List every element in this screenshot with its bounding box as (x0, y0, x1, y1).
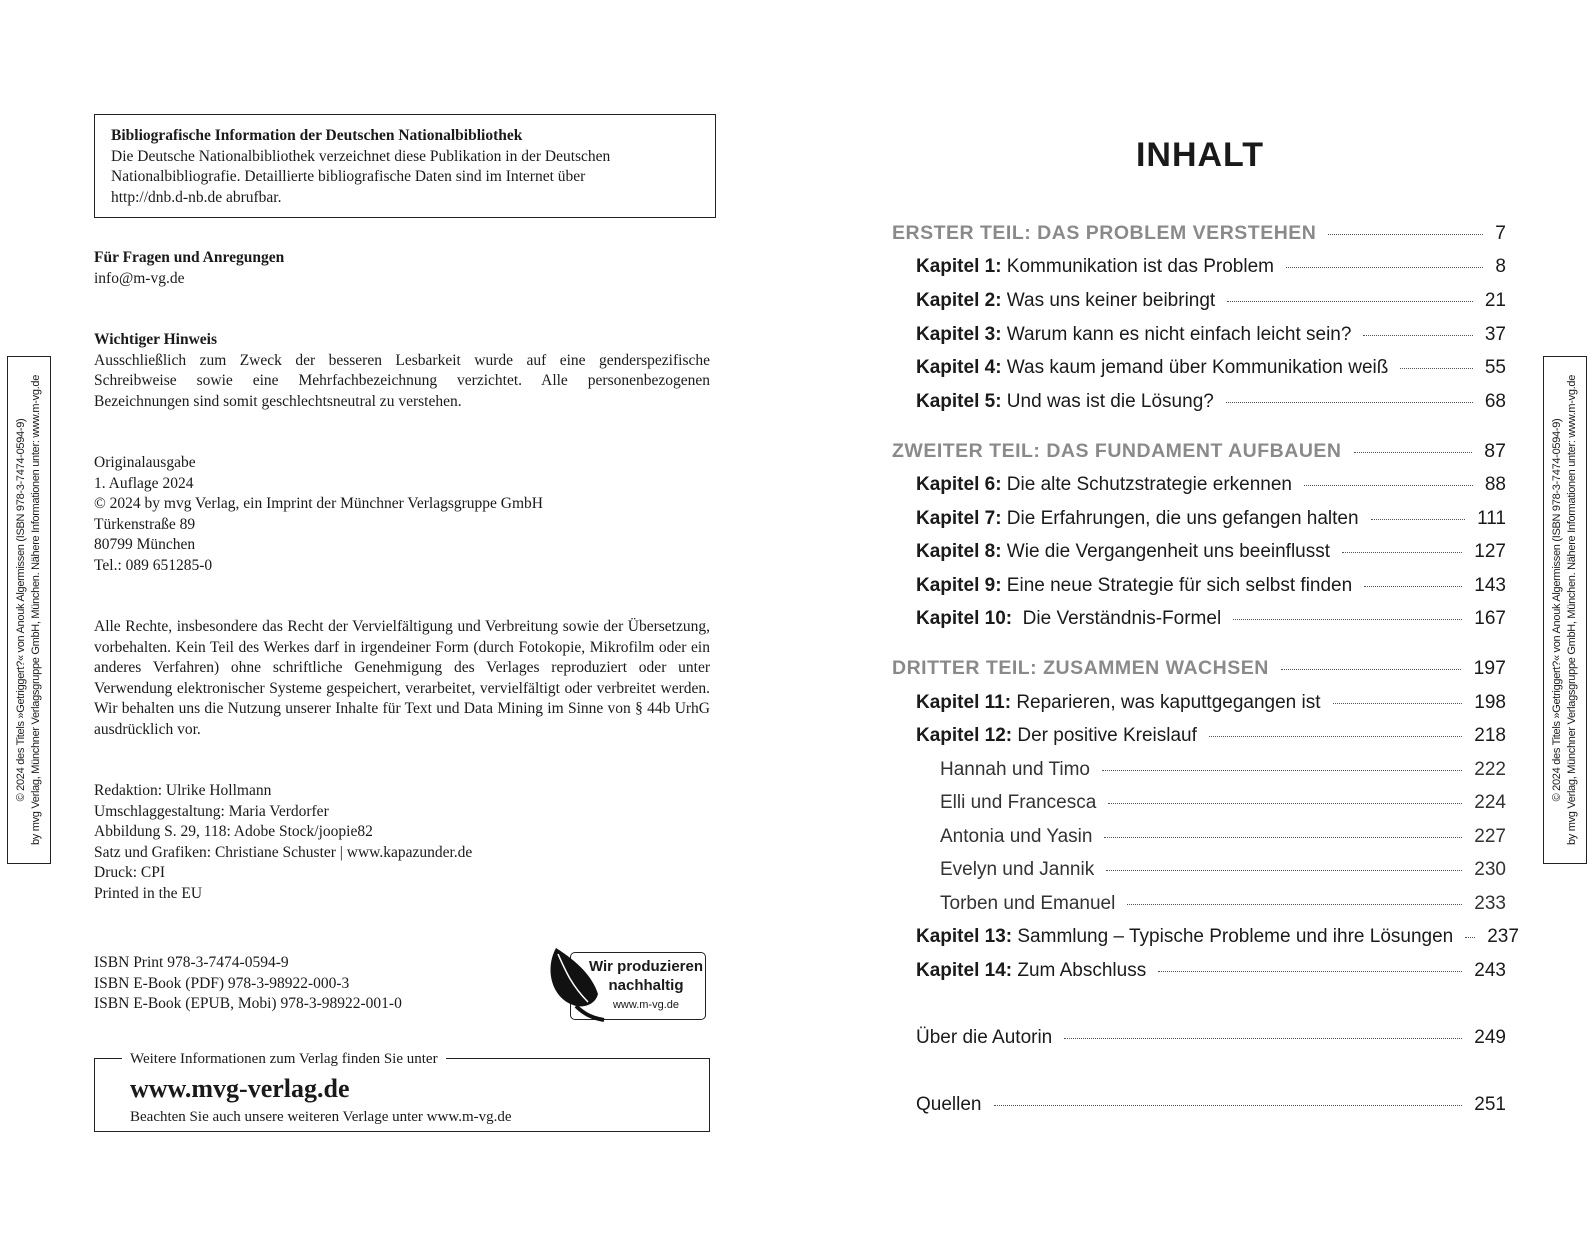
page-number: 8 (1495, 256, 1506, 277)
page-number: 222 (1474, 759, 1506, 780)
edition-line: Originalausgabe (94, 454, 196, 471)
toc-title: INHALT (1135, 136, 1265, 174)
toc-chapter (916, 959, 1506, 983)
subentry-title: Elli und Francesca (940, 792, 1097, 813)
leader-dots (1104, 837, 1462, 838)
toc-chapter (916, 289, 1506, 313)
toc-subentry (940, 825, 1506, 849)
toc-chapter (916, 255, 1506, 279)
toc-chapter (916, 540, 1506, 564)
chapter-number: Kapitel 2: (916, 290, 1002, 311)
chapter-title: Eine neue Strategie für sich selbst finden (1001, 575, 1353, 596)
chapter-number: Kapitel 8: (916, 541, 1002, 562)
notice-text: Ausschließlich zum Zweck der besseren Lesbarkeit wurde auf eine genderspezifische Schreibweise sowie eine Mehrfachbezeichnung verzichtet. Alle personenbezogenen Bezeichnungen sind somit geschlechtsneutral zu verstehen. (94, 351, 710, 410)
page-number: 230 (1474, 859, 1506, 880)
subentry-title: Antonia und Yasin (940, 826, 1093, 847)
page-number: 143 (1474, 575, 1506, 596)
subentry-title: Evelyn und Jannik (940, 859, 1095, 880)
toc-part (892, 221, 1506, 245)
leader-dots (1371, 519, 1466, 520)
edition-line: Tel.: 089 651285-0 (94, 556, 213, 574)
side-copyright-strip-right (1543, 356, 1587, 864)
page-number: 55 (1484, 357, 1506, 378)
credit-line: Redaktion: Ulrike Hollmann (94, 782, 272, 799)
chapter-number: Kapitel 10: (916, 608, 1013, 629)
chapter-number: Kapitel 9: (916, 575, 1002, 596)
subentry-title: Torben und Emanuel (940, 893, 1116, 914)
page-number: 197 (1473, 657, 1506, 679)
leader-dots (1064, 1038, 1462, 1039)
leader-dots (1108, 803, 1462, 804)
toc-chapter (916, 607, 1506, 631)
part-label: ZWEITER TEIL: DAS FUNDAMENT AUFBAUEN (892, 440, 1342, 462)
page-number: 233 (1474, 893, 1506, 914)
page-number: 198 (1474, 692, 1506, 713)
toc-chapter (916, 724, 1506, 748)
chapter-number: Kapitel 7: (916, 508, 1002, 529)
page-number: 87 (1484, 440, 1506, 462)
biblio-line: Die Deutsche Nationalbibliothek verzeichnet diese Publikation in der Deutschen (111, 147, 611, 165)
isbn-line: ISBN E-Book (EPUB, Mobi) 978-3-98922-001-0 (94, 995, 402, 1012)
badge-url: www.m-vg.de (612, 999, 680, 1011)
page-number: 127 (1474, 541, 1506, 562)
page-number: 224 (1474, 792, 1506, 813)
toc-chapter (916, 574, 1506, 598)
leader-dots (1328, 234, 1483, 235)
credit-line: Umschlaggestaltung: Maria Verdorfer (94, 802, 329, 820)
leader-dots (1106, 870, 1462, 871)
chapter-number: Kapitel 5: (916, 391, 1002, 412)
leader-dots (1226, 402, 1473, 403)
page-number: 251 (1474, 1094, 1506, 1115)
leader-dots (1354, 452, 1473, 453)
chapter-number: Kapitel 6: (916, 474, 1002, 495)
toc-subentry (940, 791, 1506, 815)
leader-dots (1465, 937, 1475, 938)
toc-extra (916, 1093, 1506, 1117)
biblio-line: http://dnb.d-nb.de abrufbar. (111, 188, 282, 206)
chapter-number: Kapitel 12: (916, 725, 1013, 746)
leader-dots (1304, 485, 1473, 486)
toc-chapter (916, 925, 1519, 949)
notice-title: Wichtiger Hinweis (94, 331, 217, 348)
chapter-title: Kommunikation ist das Problem (1001, 256, 1274, 277)
badge-line1: Wir produzieren (588, 958, 704, 975)
leader-dots (1400, 368, 1472, 369)
chapter-title: Warum kann es nicht einfach leicht sein? (1001, 324, 1352, 345)
edition-line: Türkenstraße 89 (94, 515, 196, 533)
chapter-title: Der positive Kreislauf (1012, 725, 1197, 746)
leader-dots (1363, 335, 1472, 336)
edition-line: © 2024 by mvg Verlag, ein Imprint der Münchner Verlagsgruppe GmbH (94, 495, 543, 512)
badge-line2: nachhaltig (608, 977, 684, 994)
edition-block (94, 453, 710, 576)
page-number: 88 (1484, 474, 1506, 495)
biblio-info-box (94, 114, 716, 218)
questions-title: Für Fragen und Anregungen (94, 249, 285, 266)
toc-chapter (916, 356, 1506, 380)
credit-line: Satz und Grafiken: Christiane Schuster | www.kapazunder.de (94, 843, 473, 861)
publisher-url: www.mvg-verlag.de (130, 1074, 350, 1103)
part-label: ERSTER TEIL: DAS PROBLEM VERSTEHEN (892, 222, 1317, 244)
chapter-number: Kapitel 4: (916, 357, 1002, 378)
page-number: 218 (1474, 725, 1506, 746)
isbn-block (94, 953, 402, 1015)
side-line: by mvg Verlag, Münchner Verlagsgruppe GmbH, München. Nähere Informationen unter: www.m-vg.de (1566, 374, 1578, 846)
leader-dots (1342, 552, 1462, 553)
web-caption: Weitere Informationen zum Verlag finden Sie unter (122, 1050, 446, 1068)
leader-dots (1127, 904, 1462, 905)
side-copyright-text (14, 370, 44, 850)
side-line: © 2024 des Titels »Getriggert?« von Anouk Algermissen (ISBN 978-3-7474-0594-9) (1551, 418, 1563, 802)
rights-text: Alle Rechte, insbesondere das Recht der Vervielfältigung und Verbreitung sowie der Übersetzung, vorbehalten. Kein Teil des Werkes darf in irgendeiner Form (durch Fotokopie, Mikrofilm oder ein anderes Verfahren) ohne schriftliche Genehmigung des Verlages reproduziert oder unter Verwendung elektronischer Systeme gespeichert, verarbeitet, vervielfältigt oder verbreitet werden. Wir behalten uns die Nutzung unserer Inhalte für Text und Data Mining im Sinne von § 44b UrhG ausdrücklich vor. (94, 618, 710, 738)
side-copyright-strip-left (7, 356, 51, 864)
page-number: 237 (1487, 926, 1519, 947)
extra-title: Quellen (916, 1094, 982, 1115)
chapter-number: Kapitel 14: (916, 960, 1013, 981)
credit-line: Abbildung S. 29, 118: Adobe Stock/joopie82 (94, 823, 373, 840)
chapter-title: Sammlung – Typische Probleme und ihre Lösungen (1012, 926, 1454, 947)
leader-dots (1227, 301, 1473, 302)
biblio-line: Nationalbibliografie. Detaillierte bibliografische Daten sind im Internet über (111, 168, 586, 185)
biblio-title: Bibliografische Information der Deutschen Nationalbibliothek (111, 127, 523, 144)
part-label: DRITTER TEIL: ZUSAMMEN WACHSEN (892, 657, 1269, 679)
leader-dots (994, 1105, 1463, 1106)
chapter-title: Was kaum jemand über Kommunikation weiß (1001, 357, 1389, 378)
leader-dots (1333, 703, 1463, 704)
leader-dots (1233, 619, 1462, 620)
chapter-title: Die Erfahrungen, die uns gefangen halten (1001, 508, 1359, 529)
sustainability-badge (548, 952, 708, 1022)
leader-dots (1102, 770, 1462, 771)
page-number: 167 (1474, 608, 1506, 629)
credit-line: Printed in the EU (94, 884, 203, 902)
isbn-line: ISBN Print 978-3-7474-0594-9 (94, 954, 289, 971)
leader-dots (1281, 669, 1462, 670)
chapter-number: Kapitel 11: (916, 692, 1012, 713)
side-line: © 2024 des Titels »Getriggert?« von Anouk Algermissen (ISBN 978-3-7474-0594-9) (15, 418, 27, 802)
toc-chapter (916, 323, 1506, 347)
chapter-title: Die Verständnis-Formel (1012, 608, 1222, 629)
page-number: 7 (1495, 222, 1506, 244)
toc-extra (916, 1026, 1506, 1050)
side-copyright-text (1550, 370, 1580, 850)
page-number: 111 (1477, 508, 1506, 529)
page-number: 243 (1474, 960, 1506, 981)
page-number: 37 (1484, 324, 1506, 345)
toc-chapter (916, 691, 1506, 715)
chapter-title: Und was ist die Lösung? (1001, 391, 1214, 412)
extra-title: Über die Autorin (916, 1027, 1053, 1048)
toc-chapter (916, 390, 1506, 414)
toc-part (892, 656, 1506, 680)
chapter-number: Kapitel 1: (916, 256, 1002, 277)
chapter-title: Zum Abschluss (1012, 960, 1147, 981)
toc-chapter (916, 507, 1506, 531)
page-number: 227 (1474, 826, 1506, 847)
notice-block (94, 330, 710, 412)
edition-line: 1. Auflage 2024 (94, 474, 194, 492)
chapter-title: Wie die Vergangenheit uns beeinflusst (1001, 541, 1331, 562)
page-number: 249 (1474, 1027, 1506, 1048)
leader-dots (1158, 971, 1462, 972)
contact-email: info@m-vg.de (94, 269, 185, 287)
credit-line: Druck: CPI (94, 864, 166, 881)
toc-subentry (940, 858, 1506, 882)
toc-chapter (916, 473, 1506, 497)
chapter-number: Kapitel 3: (916, 324, 1002, 345)
toc-part (892, 439, 1506, 463)
toc-subentry (940, 892, 1506, 916)
chapter-title: Was uns keiner beibringt (1001, 290, 1216, 311)
page-number: 21 (1484, 290, 1506, 311)
isbn-line: ISBN E-Book (PDF) 978-3-98922-000-3 (94, 974, 350, 992)
edition-line: 80799 München (94, 536, 196, 553)
chapter-title: Die alte Schutzstrategie erkennen (1001, 474, 1292, 495)
chapter-title: Reparieren, was kaputtgegangen ist (1011, 692, 1321, 713)
leader-dots (1209, 736, 1462, 737)
web-sub: Beachten Sie auch unsere weiteren Verlage unter www.m-vg.de (130, 1109, 512, 1125)
leader-dots (1364, 586, 1462, 587)
toc-subentry (940, 758, 1506, 782)
leader-dots (1286, 267, 1483, 268)
subentry-title: Hannah und Timo (940, 759, 1090, 780)
page-number: 68 (1484, 391, 1506, 412)
questions-block (94, 248, 710, 289)
chapter-number: Kapitel 13: (916, 926, 1013, 947)
credits-block (94, 781, 710, 904)
side-line: by mvg Verlag, Münchner Verlagsgruppe GmbH, München. Nähere Informationen unter: www.m-vg.de (30, 374, 42, 846)
